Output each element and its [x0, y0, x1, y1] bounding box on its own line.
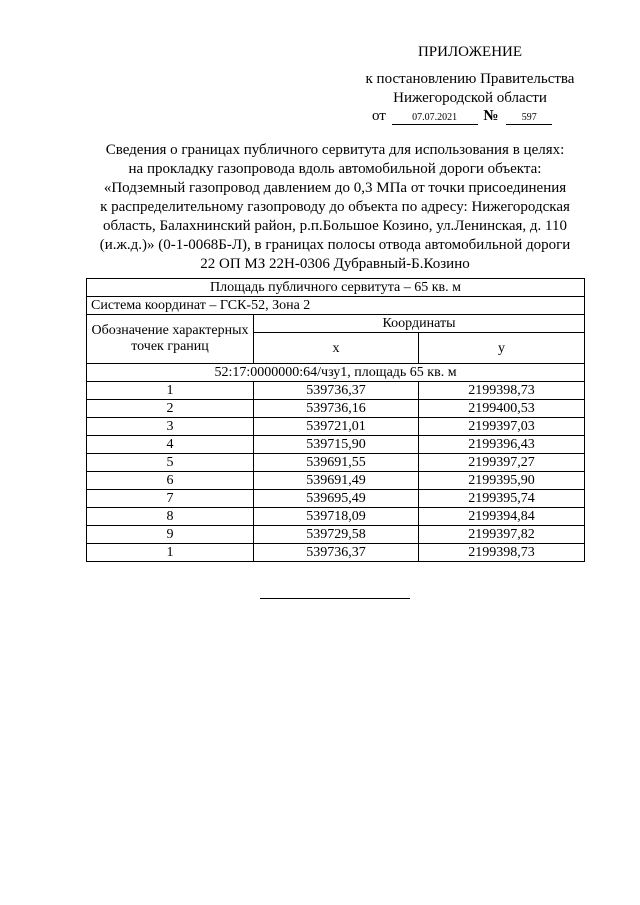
x-column-header: x [254, 333, 419, 364]
table-row [87, 544, 585, 562]
point-cell: 8 [87, 508, 254, 526]
x-cell: 539729,58 [254, 526, 419, 544]
x-cell: 539691,55 [254, 454, 419, 472]
area-title: Площадь публичного сервитута – 65 кв. м [87, 279, 585, 297]
point-cell: 1 [87, 544, 254, 562]
table-row [87, 508, 585, 526]
y-cell: 2199398,73 [419, 382, 585, 400]
parcel-row: 52:17:0000000:64/чзу1, площадь 65 кв. м [87, 364, 585, 382]
intro-line: область, Балахнинский район, р.п.Большое Козино, ул.Ленинская, д. 110 [103, 218, 567, 234]
decree-date-row [372, 108, 552, 125]
point-cell: 3 [87, 418, 254, 436]
point-cell: 5 [87, 454, 254, 472]
intro-line: «Подземный газопровод давлением до 0,3 МПа от точки присоединения [103, 180, 567, 196]
x-cell: 539736,37 [254, 382, 419, 400]
y-cell: 2199394,84 [419, 508, 585, 526]
table-row [87, 382, 585, 400]
coordinate-rows [87, 382, 585, 562]
y-cell: 2199400,53 [419, 400, 585, 418]
appendix-title: ПРИЛОЖЕНИЕ [417, 44, 523, 60]
x-cell: 539718,09 [254, 508, 419, 526]
intro-line: к распределительному газопроводу до объекта по адресу: Нижегородская [100, 199, 570, 215]
coordinates-table [86, 278, 585, 562]
y-cell: 2199395,90 [419, 472, 585, 490]
table-row [87, 490, 585, 508]
intro-line: Сведения о границах публичного сервитута для использования в целях: [105, 142, 565, 158]
decree-date: 07.07.2021 [392, 112, 478, 125]
intro-paragraph [88, 141, 582, 274]
decree-number: 597 [506, 112, 552, 125]
number-sign: № [483, 108, 499, 124]
y-cell: 2199398,73 [419, 544, 585, 562]
coordinates-column-header: Координаты [254, 315, 585, 333]
table-row [87, 418, 585, 436]
table-row [87, 472, 585, 490]
from-label: от [372, 108, 386, 124]
point-cell: 6 [87, 472, 254, 490]
table-row [87, 526, 585, 544]
y-cell: 2199397,03 [419, 418, 585, 436]
point-cell: 9 [87, 526, 254, 544]
table-row [87, 436, 585, 454]
point-cell: 2 [87, 400, 254, 418]
intro-line: (и.ж.д.)» (0-1-0068Б-Л), в границах полосы отвода автомобильной дороги [99, 237, 571, 253]
intro-line: 22 ОП МЗ 22Н-0306 Дубравный-Б.Козино [200, 256, 470, 272]
x-cell: 539736,37 [254, 544, 419, 562]
x-cell: 539721,01 [254, 418, 419, 436]
table-row [87, 454, 585, 472]
x-cell: 539736,16 [254, 400, 419, 418]
y-column-header: y [419, 333, 585, 364]
x-cell: 539715,90 [254, 436, 419, 454]
coordinate-system: Система координат – ГСК-52, Зона 2 [87, 297, 585, 315]
intro-line: на прокладку газопровода вдоль автомобильной дороги объекта: [128, 161, 542, 177]
x-cell: 539691,49 [254, 472, 419, 490]
table-row [87, 400, 585, 418]
decree-reference: к постановлению Правительства [365, 71, 575, 87]
point-cell: 7 [87, 490, 254, 508]
decree-authority: Нижегородской области [393, 90, 547, 106]
y-cell: 2199397,82 [419, 526, 585, 544]
point-cell: 1 [87, 382, 254, 400]
y-cell: 2199396,43 [419, 436, 585, 454]
y-cell: 2199395,74 [419, 490, 585, 508]
points-column-header: Обозначение характерных точек границ [87, 315, 254, 364]
point-cell: 4 [87, 436, 254, 454]
y-cell: 2199397,27 [419, 454, 585, 472]
closing-divider [260, 598, 410, 599]
x-cell: 539695,49 [254, 490, 419, 508]
